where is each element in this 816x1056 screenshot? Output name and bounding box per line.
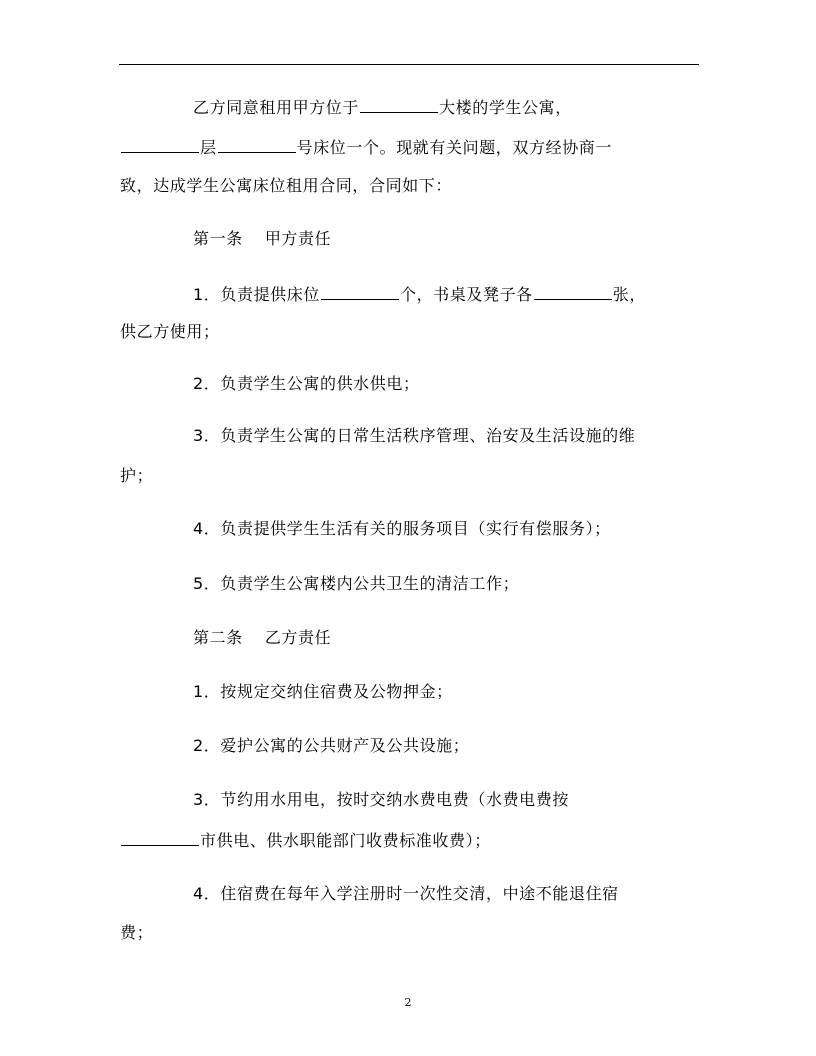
article-1-item-1-cont: [120, 322, 700, 342]
item-text: 4．负责提供学生生活有关的服务项目（实行有偿服务）；: [193, 519, 611, 538]
header-rule: [119, 64, 699, 65]
article-1-item-2: [193, 374, 700, 394]
article-number: 第二条: [193, 628, 243, 647]
intro-text: 致，达成学生公寓床位租用合同，合同如下：: [120, 176, 453, 195]
item-text: 市供电、供水职能部门收费标准收费）；: [200, 831, 491, 850]
item-text: 护；: [120, 466, 154, 485]
blank-building: [360, 96, 438, 113]
item-text: 2．爱护公寓的公共财产及公共设施；: [193, 736, 470, 755]
article-2-item-3: [193, 790, 700, 810]
blank-bed-count: [321, 283, 399, 300]
intro-line-1: [193, 96, 700, 118]
article-1-item-4: [193, 519, 700, 539]
intro-text: 层: [200, 138, 217, 157]
intro-text: 大楼的学生公寓，: [439, 98, 572, 117]
item-text: 1．负责提供床位: [193, 285, 320, 304]
intro-line-3: [120, 176, 700, 196]
intro-text: 号床位一个。现就有关问题，双方经协商一: [296, 138, 613, 157]
blank-floor: [121, 136, 199, 153]
article-heading: 甲方责任: [264, 229, 332, 248]
article-1-item-5: [193, 574, 700, 594]
blank-bed-number: [218, 136, 296, 153]
item-text: 费；: [120, 923, 154, 942]
page-number: 2: [404, 996, 412, 1009]
item-text: 1．按规定交纳住宿费及公物押金；: [193, 682, 453, 701]
item-text: 3．负责学生公寓的日常生活秩序管理、治安及生活设施的维: [193, 426, 636, 445]
article-2-item-4: [193, 884, 700, 904]
article-2-item-4-cont: [120, 923, 700, 943]
intro-text: 乙方同意租用甲方位于: [193, 98, 360, 117]
article-2-item-2: [193, 736, 700, 756]
item-text: 2．负责学生公寓的供水供电；: [193, 374, 420, 393]
item-text: 供乙方使用；: [120, 322, 220, 341]
item-text: 5．负责学生公寓楼内公共卫生的清洁工作；: [193, 574, 520, 593]
article-number: 第一条: [193, 229, 243, 248]
item-text: 3．节约用水用电，按时交纳水费电费（水费电费按: [193, 790, 569, 809]
blank-city: [121, 829, 199, 846]
article-1-title: [193, 229, 700, 249]
article-2-item-3-cont: [120, 829, 700, 851]
item-text: 个，书桌及凳子各: [399, 285, 533, 304]
item-text: 4．住宿费在每年入学注册时一次性交清，中途不能退住宿: [193, 884, 619, 903]
blank-desk-count: [534, 283, 612, 300]
intro-line-2: [120, 136, 700, 158]
article-heading: 乙方责任: [264, 628, 332, 647]
article-1-item-3-cont: [120, 466, 700, 486]
article-1-item-3: [193, 426, 700, 446]
article-2-title: [193, 628, 700, 648]
article-1-item-1: [193, 283, 700, 305]
item-text: 张，: [612, 285, 646, 304]
article-2-item-1: [193, 682, 700, 702]
